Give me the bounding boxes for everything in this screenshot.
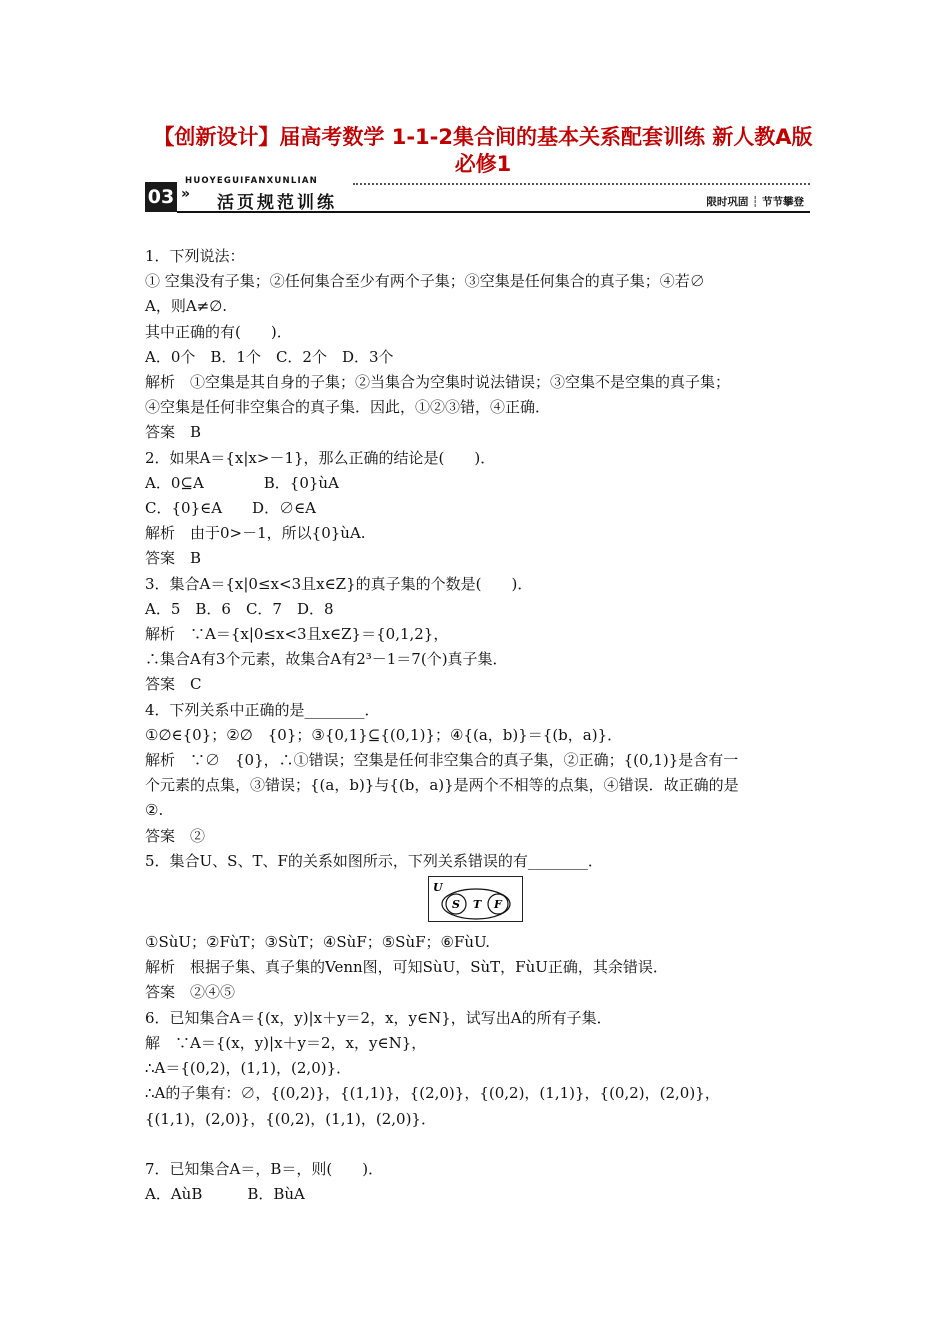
text-line: A．5 B．6 C．7 D．8 bbox=[145, 599, 334, 618]
text-line: 7．已知集合A＝，B＝，则( )． bbox=[145, 1159, 384, 1178]
venn-diagram-row bbox=[145, 876, 813, 926]
exercise-content bbox=[145, 244, 813, 1207]
text-line: ①∅∈{0}；②∅ {0}；③{0,1}⊆{(0,1)}；④{(a，b)}＝{(b，a)}． bbox=[145, 725, 623, 744]
text-line: ∴A的子集有：∅，{(0,2)}，{(1,1)}，{(2,0)}，{(0,2)，(1,1)}，{(0,2)，(2,0)}， bbox=[145, 1084, 720, 1103]
venn-label-t: T bbox=[473, 898, 482, 912]
text-line: 解 ∵A＝{(x，y)|x＋y＝2，x，y∈N}， bbox=[145, 1033, 427, 1052]
text-line: 解析 根据子集、真子集的Venn图，可知SùU，SùT，FùU正确，其余错误． bbox=[145, 958, 668, 977]
banner-pinyin: HUOYEGUIFANXUNLIAN bbox=[185, 176, 318, 186]
text-line: 解析 ①空集是其自身的子集；②当集合为空集时说法错误；③空集不是空集的真子集； bbox=[145, 373, 731, 392]
text-line: 解析 由于0>－1，所以{0}ùA. bbox=[145, 524, 366, 543]
text-line: 个元素的点集，③错误；{(a，b)}与{(b，a)}是两个不相等的点集，④错误．故正确的是 bbox=[145, 776, 739, 795]
text-line: ②. bbox=[145, 801, 164, 820]
text-line: C．{0}∈A D．∅∈A bbox=[145, 499, 317, 518]
venn-diagram bbox=[428, 876, 523, 922]
text-line: 4．下列关系中正确的是________． bbox=[145, 700, 380, 719]
text-line: ∴A＝{(0,2)，(1,1)，(2,0)}． bbox=[145, 1059, 352, 1078]
banner-tagline: 限时巩固 ┆ 节节攀登 bbox=[706, 196, 804, 208]
text-line: A，则A≠∅. bbox=[145, 297, 228, 316]
venn-label-f: F bbox=[494, 898, 502, 912]
text-line: 答案 ② bbox=[145, 826, 206, 845]
text-line: 解析 ∵A＝{x|0≤x<3且x∈Z}＝{0,1,2}， bbox=[145, 625, 449, 644]
text-line: A．0⊆A B．{0}ùA bbox=[145, 473, 339, 492]
text-line: 6．已知集合A＝{(x，y)|x＋y＝2，x，y∈N}，试写出A的所有子集． bbox=[145, 1008, 612, 1027]
text-line: 答案 C bbox=[145, 675, 202, 694]
text-line: A．0个 B．1个 C．2个 D．3个 bbox=[145, 347, 394, 366]
text-line: 答案 B bbox=[145, 423, 202, 442]
text-line: ① 空集没有子集；②任何集合至少有两个子集；③空集是任何集合的真子集；④若∅ bbox=[145, 272, 705, 291]
banner-rule bbox=[177, 211, 810, 213]
text-line: 2．如果A＝{x|x>－1}，那么正确的结论是( )． bbox=[145, 448, 496, 467]
text-line: 其中正确的有( )． bbox=[145, 322, 292, 341]
banner-dotted-line bbox=[353, 183, 810, 185]
text-line: 3．集合A＝{x|0≤x<3且x∈Z}的真子集的个数是( )． bbox=[145, 574, 533, 593]
text-line: 答案 B bbox=[145, 549, 202, 568]
text-line: 答案 ②④⑤ bbox=[145, 983, 236, 1002]
text-line: ④空集是任何非空集合的真子集．因此，①②③错，④正确． bbox=[145, 398, 551, 417]
document-title: 【创新设计】届高考数学 1-1-2集合间的基本关系配套训练 新人教A版必修1 bbox=[153, 125, 813, 176]
venn-label-s: S bbox=[452, 898, 460, 912]
text-line: ①SùU；②FùT；③SùT；④SùF；⑤SùF；⑥FùU. bbox=[145, 933, 491, 952]
text-line: 1．下列说法： bbox=[145, 247, 245, 265]
text-line: {(1,1)，(2,0)}，{(0,2)，(1,1)，(2,0)}． bbox=[145, 1109, 436, 1128]
venn-diagram-svg bbox=[429, 877, 524, 923]
chevron-right-icon: » bbox=[181, 186, 191, 202]
section-banner bbox=[145, 170, 810, 216]
venn-label-u: U bbox=[433, 881, 443, 895]
text-line: 解析 ∵∅ {0}，∴①错误；空集是任何非空集合的真子集，②正确；{(0,1)}是含有一 bbox=[145, 751, 739, 770]
text-line: ∴集合A有3个元素，故集合A有2³－1＝7(个)真子集． bbox=[145, 650, 508, 669]
text-line: A．AùB B．BùA bbox=[145, 1184, 305, 1203]
banner-number: 03 bbox=[145, 182, 177, 212]
banner-title: 活页规范训练 bbox=[217, 193, 337, 213]
text-line: 5．集合U、S、T、F的关系如图所示，下列关系错误的有________． bbox=[145, 851, 603, 870]
text-line bbox=[145, 1132, 813, 1157]
